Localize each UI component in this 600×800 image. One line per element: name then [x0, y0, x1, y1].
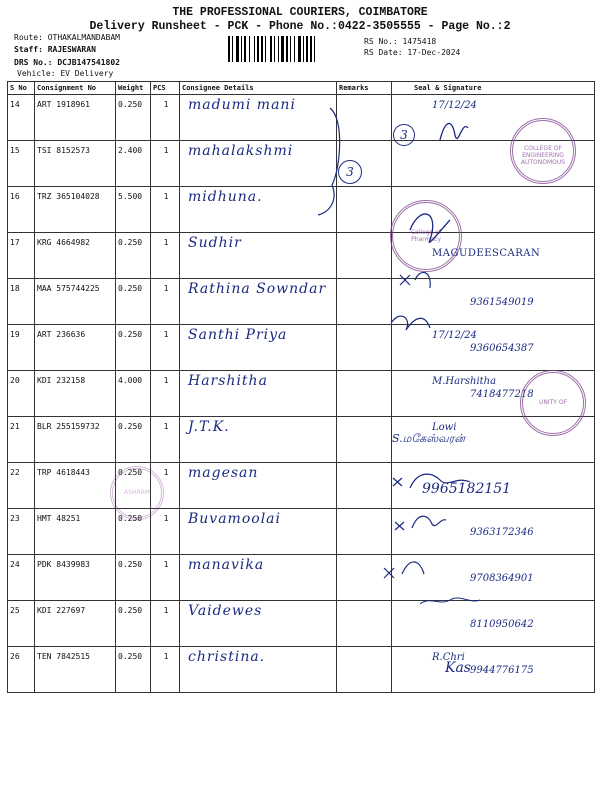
col-remarks: Remarks [337, 82, 392, 95]
receiver-phone: 8110950642 [470, 619, 534, 630]
row-consignment-no: HMT 48251 [35, 509, 116, 555]
row-sno: 14 [8, 95, 35, 141]
row-weight: 0.250 [116, 417, 151, 463]
bracket-stroke [318, 108, 340, 215]
row-pcs: 1 [151, 647, 180, 693]
signature-scribble-18 [400, 272, 430, 288]
rs-no-label: RS No.: 1475418 [364, 37, 437, 46]
row-pcs: 1 [151, 417, 180, 463]
signature-scribble-23 [393, 474, 470, 488]
row-weight: 0.250 [116, 325, 151, 371]
row-consignment-no: TEN 7842515 [35, 647, 116, 693]
row-sno: 24 [8, 555, 35, 601]
col-weight: Weight [116, 82, 151, 95]
receiver-signature: R.Chri [432, 652, 465, 663]
row-weight: 0.250 [116, 555, 151, 601]
row-consignment-no: TRP 4618443 [35, 463, 116, 509]
receiver-phone: 9363172346 [470, 527, 534, 538]
receiver-signature: 17/12/24 [432, 100, 477, 111]
rs-date-label: RS Date: 17-Dec-2024 [364, 48, 461, 57]
row-weight: 0.250 [116, 233, 151, 279]
row-pcs: 1 [151, 187, 180, 233]
row-consignment-no: PDK 8439983 [35, 555, 116, 601]
row-sno: 21 [8, 417, 35, 463]
receiver-phone: 9965182151 [422, 481, 512, 497]
row-weight: 0.250 [116, 647, 151, 693]
row-sno: 19 [8, 325, 35, 371]
consignee-handwriting: Vaidewes [188, 603, 263, 619]
receiver-phone: 9944776175 [470, 665, 534, 676]
circled-note-2: 3 [338, 160, 362, 184]
receiver-phone: 9361549019 [470, 297, 534, 308]
row-consignment-no: TRZ 365104028 [35, 187, 116, 233]
row-sno: 16 [8, 187, 35, 233]
row23-seal-stamp: ASHRAM [110, 466, 164, 520]
row-consignment-no: KDI 227697 [35, 601, 116, 647]
row-weight: 0.250 [116, 279, 151, 325]
row-sno: 15 [8, 141, 35, 187]
college-seal-stamp: COLLEGE OF ENGINEERING AUTONOMOUS [510, 118, 576, 184]
receiver-phone: 9708364901 [470, 573, 534, 584]
consignee-handwriting: Harshitha [188, 373, 268, 389]
receiver-phone: 7418477218 [470, 389, 534, 400]
row18-stamp-name: MAGUDEESCARAN [432, 248, 541, 259]
row-sno: 18 [8, 279, 35, 325]
row-pcs: 1 [151, 463, 180, 509]
col-sno: S No [8, 82, 35, 95]
pharmacy-seal-stamp: College of Pharmacy [390, 200, 462, 272]
row-pcs: 1 [151, 279, 180, 325]
row-weight: 0.250 [116, 601, 151, 647]
row-pcs: 1 [151, 325, 180, 371]
row-pcs: 1 [151, 371, 180, 417]
drs-label: DRS No.: DCJB147541802 [14, 58, 120, 67]
row-pcs: 1 [151, 141, 180, 187]
row-weight: 0.250 [116, 95, 151, 141]
row-weight: 4.000 [116, 371, 151, 417]
col-consignment: Consignment No [35, 82, 116, 95]
consignee-handwriting: Sudhir [188, 235, 242, 251]
row-weight: 2.400 [116, 141, 151, 187]
signature-scribble-24 [395, 516, 446, 530]
row-sno: 25 [8, 601, 35, 647]
receiver-signature: Lowi [432, 422, 457, 433]
consignee-handwriting: manavika [188, 557, 265, 573]
row-pcs: 1 [151, 601, 180, 647]
signature-scribble-19 [392, 316, 430, 330]
row-consignment-no: KRG 4664982 [35, 233, 116, 279]
row-weight: 0.250 [116, 509, 151, 555]
row-consignment-no: MAA 575744225 [35, 279, 116, 325]
consignee-handwriting: mahalakshmi [188, 143, 294, 159]
receiver-phone: 9360654387 [470, 343, 534, 354]
row-sno: 17 [8, 233, 35, 279]
row-weight: 5.500 [116, 187, 151, 233]
col-seal: Seal & Signature [392, 82, 595, 95]
row-pcs: 1 [151, 509, 180, 555]
row22-signature: S.மகேஸ்வரன் [392, 432, 466, 445]
consignee-handwriting: Buvamoolai [188, 511, 281, 527]
signature-scribble-26 [420, 598, 480, 604]
consignee-handwriting: madumi mani [188, 97, 296, 113]
vehicle-label: Vehicle: EV Delivery [17, 69, 114, 78]
receiver-signature: M.Harshitha [432, 376, 497, 387]
row-weight: 0.250 [116, 463, 151, 509]
company-title: THE PROFESSIONAL COURIERS, COIMBATORE [172, 6, 428, 19]
side-seal-stamp: UNITY OF [520, 370, 586, 436]
col-pcs: PCS [151, 82, 180, 95]
staff-label: Staff: RAJESWARAN [14, 45, 96, 54]
row-consignment-no: ART 236636 [35, 325, 116, 371]
footer-initials: Kas [445, 660, 471, 676]
signature-scribble-25 [384, 562, 424, 578]
route-label: Route: OTHAKALMANDABAM [14, 33, 120, 42]
consignee-handwriting: magesan [188, 465, 259, 481]
consignee-handwriting: christina. [188, 649, 266, 665]
consignee-handwriting: J.T.K. [188, 419, 230, 435]
row-sno: 23 [8, 509, 35, 555]
signature-scribble-14 [440, 124, 468, 140]
row-consignment-no: ART 1918961 [35, 95, 116, 141]
consignee-handwriting: Rathina Sowndar [188, 281, 327, 297]
row-pcs: 1 [151, 95, 180, 141]
consignee-handwriting: Santhi Priya [188, 327, 288, 343]
row-sno: 22 [8, 463, 35, 509]
signature-scribble-17 [410, 214, 450, 242]
row-sno: 20 [8, 371, 35, 417]
row-consignment-no: BLR 255159732 [35, 417, 116, 463]
receiver-signature: 17/12/24 [432, 330, 477, 341]
row-consignment-no: TSI 8152573 [35, 141, 116, 187]
col-consignee: Consignee Details [180, 82, 337, 95]
row-pcs: 1 [151, 233, 180, 279]
consignee-handwriting: midhuna. [188, 189, 263, 205]
runsheet-subtitle: Delivery Runsheet - PCK - Phone No.:0422-3505555 - Page No.:2 [89, 20, 511, 33]
row-sno: 26 [8, 647, 35, 693]
row-consignment-no: KDI 232158 [35, 371, 116, 417]
row-pcs: 1 [151, 555, 180, 601]
circled-note-1: 3 [393, 124, 415, 146]
